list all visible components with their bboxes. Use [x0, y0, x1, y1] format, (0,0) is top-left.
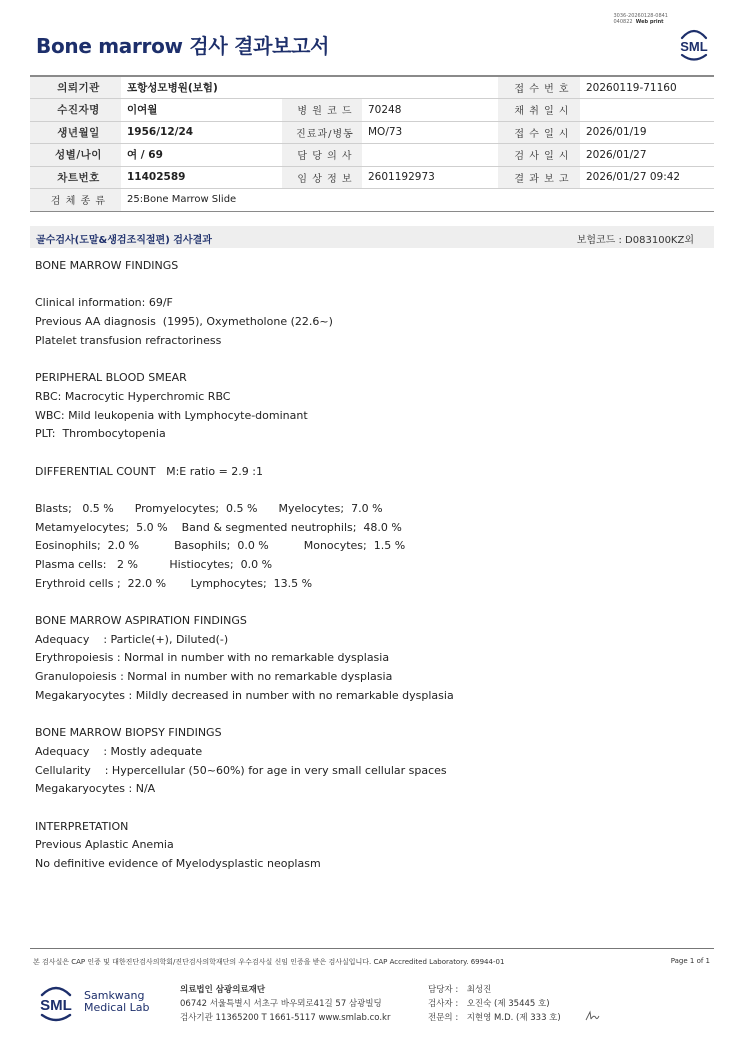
signature-icon	[584, 1010, 600, 1022]
report-line: Eosinophils; 2.0 % Basophils; 0.0 % Monocytes; 1.5 %	[35, 539, 406, 553]
label-hospital-code: 병 원 코 드	[282, 99, 362, 122]
label-sex-age: 성별/나이	[30, 144, 121, 167]
value-requesting-institution: 포항성모병원(보험)	[121, 76, 498, 99]
report-line: BONE MARROW FINDINGS	[35, 259, 179, 272]
report-line	[35, 706, 705, 725]
report-line: Plasma cells: 2 % Histiocytes; 0.0 %	[35, 558, 273, 571]
report-line: Cellularity : Hypercellular (50~60%) for age in very small cellular spaces	[35, 763, 447, 777]
value-attending-doctor	[362, 144, 498, 167]
value-specimen-type: 25:Bone Marrow Slide	[121, 189, 714, 212]
table-row	[30, 76, 714, 99]
report-line: Megakaryocytes : N/A	[35, 782, 156, 796]
table-row	[30, 99, 714, 122]
report-line: WBC: Mild leukopenia with Lymphocyte-dominant	[35, 408, 308, 422]
label-chart-number: 차트번호	[30, 166, 121, 189]
sml-logo-icon	[674, 26, 714, 62]
value-result-report: 2026/01/27 09:42	[580, 166, 714, 189]
report-line: INTERPRETATION	[35, 819, 129, 833]
report-line: Adequacy : Mostly adequate	[35, 744, 203, 758]
label-birth-date: 생년월일	[30, 121, 121, 144]
label-requesting-institution: 의뢰기관	[30, 76, 121, 99]
report-line: Clinical information: 69/F	[35, 296, 173, 310]
organization-contact: 검사기관 11365200 T 1661-5117 www.smlab.co.kr	[180, 1013, 391, 1023]
organization-address: 06742 서울특별시 서초구 바우뫼로41길 57 삼광빌딩	[180, 999, 382, 1009]
report-line: Previous AA diagnosis (1995), Oxymetholone (22.6~)	[35, 315, 333, 329]
brand-name-line1: Samkwang	[84, 989, 145, 1002]
table-row	[30, 121, 714, 144]
result-section-header	[30, 226, 714, 248]
svg-text:SML: SML	[680, 39, 708, 54]
brand-name	[84, 990, 150, 1014]
report-line: RBC: Macrocytic Hyperchromic RBC	[35, 389, 231, 403]
report-line: PERIPHERAL BLOOD SMEAR	[35, 371, 187, 385]
report-line: Erythroid cells ; 22.0 % Lymphocytes; 13.5 %	[35, 576, 313, 590]
report-line: BONE MARROW BIOPSY FINDINGS	[35, 726, 222, 740]
staff-info	[428, 983, 561, 1025]
value-test-date: 2026/01/27	[580, 144, 714, 167]
report-line: BONE MARROW ASPIRATION FINDINGS	[35, 614, 247, 628]
report-body	[35, 257, 705, 874]
value-clinical-info: 2601192973	[362, 166, 498, 189]
sml-footer-logo-icon	[36, 982, 76, 1024]
value-chart-number: 11402589	[121, 166, 282, 189]
label-department-ward: 진료과/병동	[282, 121, 362, 144]
report-line: DIFFERENTIAL COUNT M:E ratio = 2.9 :1	[35, 464, 263, 478]
organization-name: 의료법인 삼광의료재단	[180, 985, 266, 995]
document-code-line1: 3036-20260128-0841	[613, 13, 668, 19]
value-birth-date: 1956/12/24	[121, 121, 282, 144]
report-line	[35, 593, 705, 612]
table-row	[30, 166, 714, 189]
label-clinical-info: 임 상 정 보	[282, 166, 362, 189]
report-line: Previous Aplastic Anemia	[35, 838, 174, 852]
report-line: Platelet transfusion refractoriness	[35, 333, 222, 347]
document-code	[613, 13, 668, 25]
report-line: Megakaryocytes : Mildly decreased in number with no remarkable dysplasia	[35, 688, 454, 702]
label-receipt-number: 접 수 번 호	[498, 76, 580, 99]
report-line: Granulopoiesis : Normal in number with no remarkable dysplasia	[35, 670, 393, 684]
staff-row: 담당자 : 최성진	[428, 985, 492, 995]
brand-name-line2: Medical Lab	[84, 1001, 150, 1014]
report-line: PLT: Thrombocytopenia	[35, 427, 166, 441]
report-line: Erythropoiesis : Normal in number with no remarkable dysplasia	[35, 651, 390, 665]
value-collection-date	[580, 99, 714, 122]
insurance-code: 보험코드 : D083100KZ외	[576, 235, 694, 246]
footer-divider	[30, 948, 714, 949]
label-test-date: 검 사 일 시	[498, 144, 580, 167]
report-line: Blasts; 0.5 % Promyelocytes; 0.5 % Myelocytes; 7.0 %	[35, 501, 383, 515]
value-receipt-date: 2026/01/19	[580, 121, 714, 144]
report-line	[35, 276, 705, 295]
document-code-line2: 040822 Web print	[613, 19, 664, 25]
patient-info-table	[30, 75, 714, 212]
report-line: No definitive evidence of Myelodysplastic neoplasm	[35, 857, 321, 870]
svg-text:SML: SML	[40, 997, 72, 1014]
label-result-report: 결 과 보 고	[498, 166, 580, 189]
label-receipt-date: 접 수 일 시	[498, 121, 580, 144]
label-collection-date: 채 취 일 시	[498, 99, 580, 122]
report-line	[35, 350, 705, 369]
value-receipt-number: 20260119-71160	[580, 76, 714, 99]
value-department-ward: MO/73	[362, 121, 498, 144]
certification-text: 본 검사실은 CAP 인증 및 대한진단검사의학회/진단검사의학재단의 우수검사실 신임 인증을 받은 검사실입니다. CAP Accredited Laboratory. 69944-01	[33, 958, 505, 966]
staff-row: 전문의 : 지현영 M.D. (제 333 호)	[428, 1013, 561, 1023]
page-number: Page 1 of 1	[670, 957, 710, 965]
report-line	[35, 481, 705, 500]
section-title: 골수검사(도말&생검조직절편) 검사결과	[36, 235, 212, 246]
report-line: Adequacy : Particle(+), Diluted(-)	[35, 632, 229, 646]
table-row	[30, 144, 714, 167]
report-title: Bone marrow 검사 결과보고서	[36, 34, 330, 58]
value-hospital-code: 70248	[362, 99, 498, 122]
report-line	[35, 444, 705, 463]
report-line: Metamyelocytes; 5.0 % Band & segmented neutrophils; 48.0 %	[35, 520, 402, 534]
report-line	[35, 799, 705, 818]
staff-row: 검사자 : 오진숙 (제 35445 호)	[428, 999, 550, 1009]
organization-info	[180, 983, 390, 1025]
label-attending-doctor: 담 당 의 사	[282, 144, 362, 167]
label-patient-name: 수진자명	[30, 99, 121, 122]
value-sex-age: 여 / 69	[121, 144, 282, 167]
table-row	[30, 189, 714, 212]
label-specimen-type: 검 체 종 류	[30, 189, 121, 212]
value-patient-name: 이여월	[121, 99, 282, 122]
